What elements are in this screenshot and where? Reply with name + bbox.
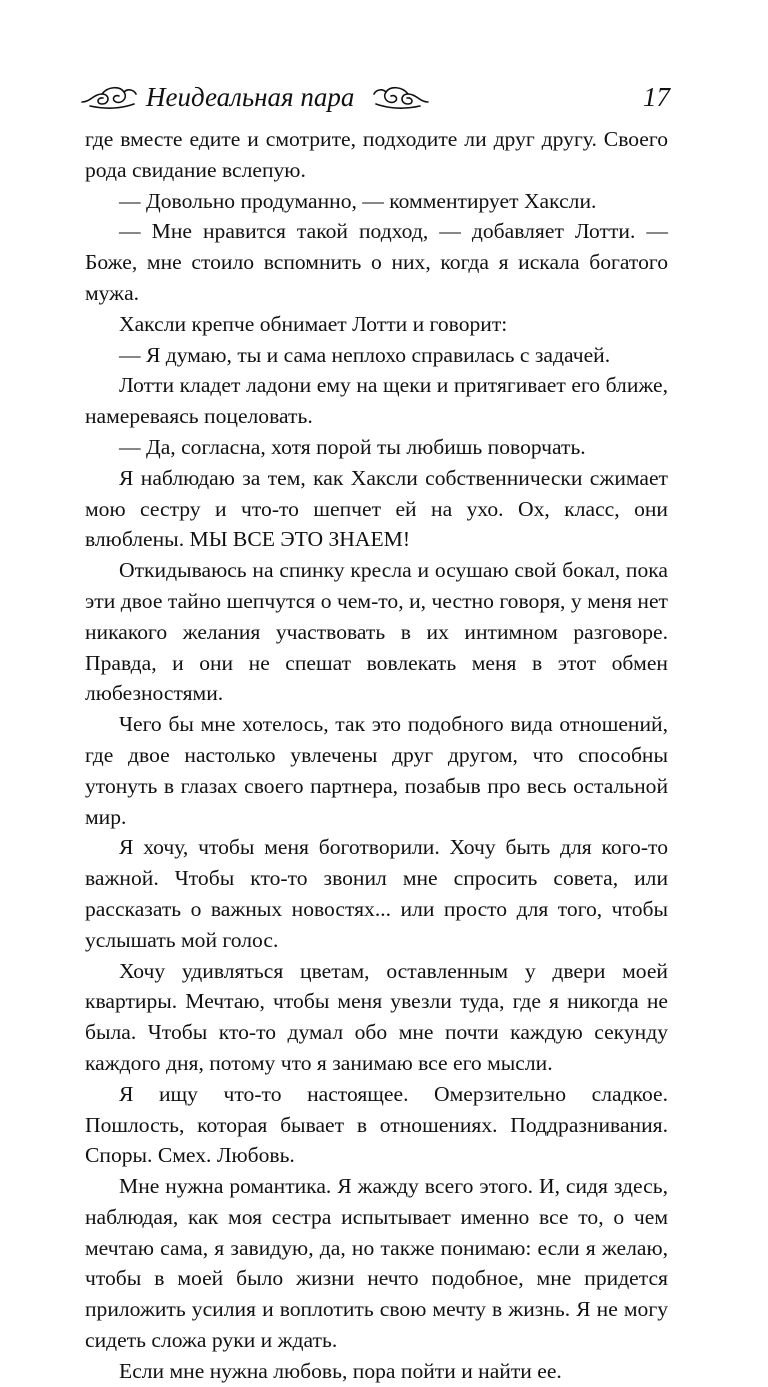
paragraph: Откидываюсь на спинку кресла и осушаю свой бокал, пока эти двое тайно шепчутся о чем-то, и, честно говоря, у меня нет никакого желания участвовать в их интимном разговоре. Правда, и они не спешат вовлекать меня в этот обмен любезностями.	[85, 558, 668, 706]
paragraph: — Я думаю, ты и сама неплохо справилась с задачей.	[119, 342, 611, 367]
paragraph: Я ищу что-то настоящее. Омерзительно сладкое. Пошлость, которая бывает в отношениях. Поддразнивания. Споры. Смех. Любовь.	[85, 1081, 668, 1168]
paragraph: — Мне нравится такой подход, — добавляет Лотти. — Боже, мне стоило вспомнить о них, когда я искала богатого мужа.	[85, 219, 668, 305]
paragraph: Мне нужна романтика. Я жажду всего этого. И, сидя здесь, наблюдая, как моя сестра испытывает именно все то, о чем мечтаю сама, я завидую, да, но также понимаю: если я желаю, чтобы в моей было жизни нечто подобное, мне придется приложить усилия и воплотить свою мечту в жизнь. Я не могу сидеть сложа руки и ждать.	[85, 1174, 668, 1353]
body-text	[85, 124, 668, 1387]
paragraph: Я хочу, чтобы меня боготворили. Хочу быть для кого-то важной. Чтобы кто-то звонил мне спросить совета, или рассказать о важных новостях... или просто для того, чтобы услышать мой голос.	[85, 835, 668, 952]
paragraph: Чего бы мне хотелось, так это подобного вида отношений, где двое настолько увлечены друг другом, что способны утонуть в глазах своего партнера, позабыв про весь остальной мир.	[85, 712, 668, 829]
book-title: Неидеальная пара	[146, 82, 355, 112]
paragraph: Хочу удивляться цветам, оставленным у двери моей квартиры. Мечтаю, чтобы меня увезли туда, где я никогда не была. Чтобы кто-то думал обо мне почти каждую секунду каждого дня, потому что я занимаю все его мысли.	[85, 958, 668, 1075]
flourish-ornament-icon	[372, 82, 430, 115]
paragraph: Я наблюдаю за тем, как Хаксли собственнически сжимает мою сестру и что-то шепчет ей на ухо. Ох, класс, они влюблены. МЫ ВСЕ ЭТО ЗНАЕМ!	[85, 465, 668, 552]
paragraph: — Да, согласна, хотя порой ты любишь поворчать.	[119, 434, 586, 459]
paragraph: Если мне нужна любовь, пора пойти и найти ее.	[119, 1358, 562, 1383]
paragraph: где вместе едите и смотрите, подходите ли друг другу. Своего рода свидание вслепую.	[85, 127, 668, 182]
paragraph: Лотти кладет ладони ему на щеки и притягивает его ближе, намереваясь поцеловать.	[85, 373, 668, 429]
paragraph: Хаксли крепче обнимает Лотти и говорит:	[119, 311, 508, 336]
flourish-ornament-icon	[80, 82, 138, 115]
page-number: 17	[643, 82, 670, 112]
paragraph: — Довольно продуманно, — комментирует Хаксли.	[119, 188, 597, 213]
running-header	[80, 74, 670, 124]
